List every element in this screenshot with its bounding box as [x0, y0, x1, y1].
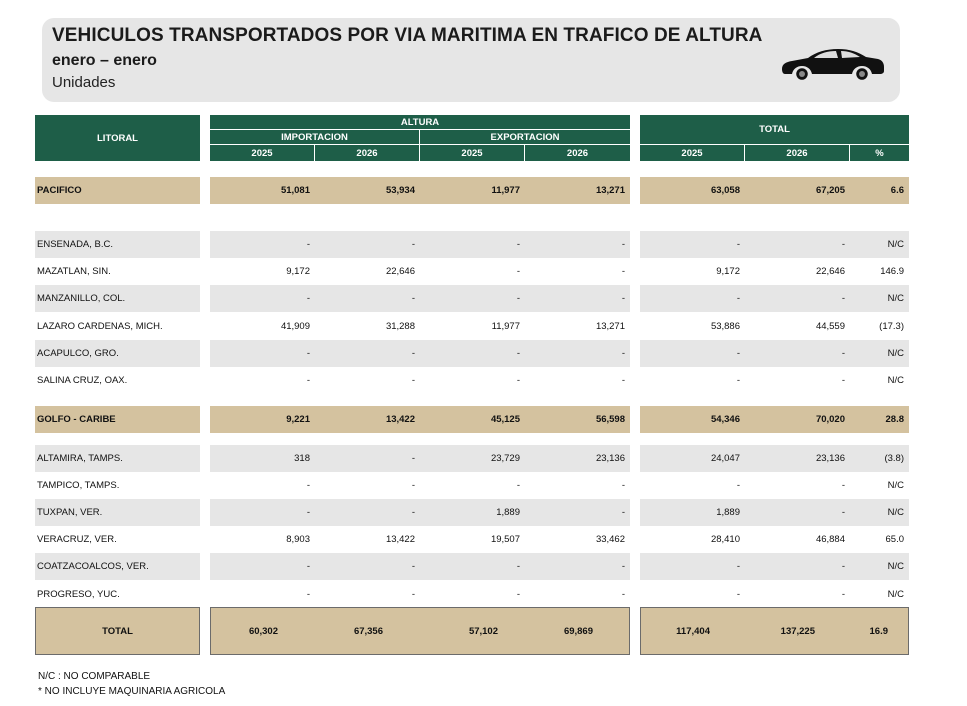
- cell-pct: 65.0: [885, 534, 904, 545]
- header-tot-2025: 2025: [640, 145, 744, 161]
- row-label: COATZACOALCOS, VER.: [37, 561, 149, 572]
- cell-tot2025: 53,886: [710, 321, 740, 332]
- cell-exp2025: -: [516, 480, 520, 491]
- cell-imp2025: -: [306, 348, 310, 359]
- cell-tot2026: 23,136: [815, 453, 845, 464]
- cell-imp2026: -: [411, 561, 415, 572]
- row-label: VERACRUZ, VER.: [37, 534, 117, 545]
- cell-tot2026: -: [841, 375, 845, 386]
- cell-exp2025: -: [516, 561, 520, 572]
- total-imp-2025: 60,302: [248, 625, 278, 637]
- header-tot-2026: 2026: [745, 145, 849, 161]
- cell-exp2026: -: [621, 375, 625, 386]
- header-altura: ALTURA: [210, 115, 630, 129]
- cell-tot2025: -: [736, 561, 740, 572]
- total-exp-2026: 69,869: [563, 625, 593, 637]
- car-icon: [778, 43, 886, 83]
- cell-tot2026: -: [841, 480, 845, 491]
- cell-imp2025: 318: [294, 453, 310, 464]
- cell-imp2026: 13,422: [385, 534, 415, 545]
- cell-pct: N/C: [887, 293, 904, 304]
- cell-exp2026: -: [621, 589, 625, 600]
- cell-pct: N/C: [887, 348, 904, 359]
- cell-tot2026: 70,020: [815, 414, 845, 425]
- table-row: [0, 526, 967, 553]
- row-label: ACAPULCO, GRO.: [37, 348, 119, 359]
- cell-tot2026: -: [841, 589, 845, 600]
- cell-tot2025: -: [736, 589, 740, 600]
- header-litoral: LITORAL: [35, 115, 200, 161]
- cell-imp2025: -: [306, 507, 310, 518]
- table-row: [0, 340, 967, 367]
- total-exp-2025: 57,102: [468, 625, 498, 637]
- cell-imp2026: -: [411, 453, 415, 464]
- cell-pct: 6.6: [890, 185, 904, 196]
- cell-imp2025: 51,081: [280, 185, 310, 196]
- cell-imp2025: 9,221: [286, 414, 310, 425]
- header-exportacion: EXPORTACION: [420, 130, 630, 144]
- cell-imp2025: -: [306, 293, 310, 304]
- report-header: [42, 18, 900, 102]
- header-exp-2025: 2025: [420, 145, 524, 161]
- cell-exp2026: -: [621, 266, 625, 277]
- cell-imp2025: -: [306, 561, 310, 572]
- cell-exp2025: -: [516, 589, 520, 600]
- cell-exp2025: -: [516, 293, 520, 304]
- cell-exp2026: -: [621, 239, 625, 250]
- cell-exp2026: -: [621, 561, 625, 572]
- cell-tot2025: -: [736, 293, 740, 304]
- cell-tot2025: -: [736, 480, 740, 491]
- cell-exp2026: -: [621, 348, 625, 359]
- row-label: GOLFO - CARIBE: [37, 414, 116, 425]
- row-label: PROGRESO, YUC.: [37, 589, 120, 600]
- row-label: PACIFICO: [37, 185, 82, 196]
- total-pct: 16.9: [869, 625, 888, 637]
- header-total: TOTAL: [640, 115, 909, 144]
- row-label: ENSENADA, B.C.: [37, 239, 114, 250]
- cell-tot2026: -: [841, 293, 845, 304]
- cell-pct: N/C: [887, 589, 904, 600]
- cell-pct: N/C: [887, 239, 904, 250]
- cell-pct: N/C: [887, 480, 904, 491]
- cell-tot2026: -: [841, 239, 845, 250]
- note-nc: N/C : NO COMPARABLE: [38, 671, 151, 682]
- cell-imp2026: -: [411, 348, 415, 359]
- row-label: ALTAMIRA, TAMPS.: [37, 453, 123, 464]
- cell-imp2026: -: [411, 239, 415, 250]
- header-exp-2026: 2026: [525, 145, 630, 161]
- cell-imp2025: -: [306, 375, 310, 386]
- report-period: enero – enero: [52, 52, 157, 69]
- table-row: [0, 581, 967, 608]
- cell-exp2026: 13,271: [595, 185, 625, 196]
- cell-exp2025: 45,125: [490, 414, 520, 425]
- cell-pct: N/C: [887, 375, 904, 386]
- header-pct: %: [850, 145, 909, 161]
- cell-exp2025: 19,507: [490, 534, 520, 545]
- table-row: [0, 313, 967, 340]
- table-row: [0, 445, 967, 472]
- cell-exp2025: -: [516, 266, 520, 277]
- cell-imp2026: -: [411, 480, 415, 491]
- header-imp-2025: 2025: [210, 145, 314, 161]
- cell-exp2025: -: [516, 375, 520, 386]
- cell-pct: 28.8: [885, 414, 904, 425]
- cell-tot2026: 46,884: [815, 534, 845, 545]
- cell-imp2026: 53,934: [385, 185, 415, 196]
- total-tot-2025: 117,404: [676, 625, 710, 637]
- total-imp-2026: 67,356: [353, 625, 383, 637]
- row-label: SALINA CRUZ, OAX.: [37, 375, 128, 386]
- table-row: [0, 553, 967, 580]
- cell-tot2025: 54,346: [710, 414, 740, 425]
- total-tot-2026: 137,225: [780, 625, 815, 637]
- row-label: TAMPICO, TAMPS.: [37, 480, 120, 491]
- cell-imp2025: 8,903: [286, 534, 310, 545]
- row-label: LAZARO CARDENAS, MICH.: [37, 321, 163, 332]
- row-label: TUXPAN, VER.: [37, 507, 103, 518]
- cell-tot2026: -: [841, 348, 845, 359]
- cell-pct: 146.9: [880, 266, 904, 277]
- cell-exp2025: 1,889: [496, 507, 520, 518]
- cell-exp2025: 11,977: [491, 185, 520, 196]
- cell-exp2026: 23,136: [595, 453, 625, 464]
- cell-imp2026: -: [411, 589, 415, 600]
- table-row: [0, 258, 967, 285]
- cell-imp2025: -: [306, 480, 310, 491]
- cell-exp2026: -: [621, 507, 625, 518]
- cell-tot2026: -: [841, 561, 845, 572]
- cell-tot2025: 28,410: [710, 534, 740, 545]
- table-row: [0, 499, 967, 526]
- cell-exp2025: -: [516, 239, 520, 250]
- cell-imp2025: -: [306, 239, 310, 250]
- cell-exp2025: 11,977: [491, 321, 520, 332]
- header-importacion: IMPORTACION: [210, 130, 419, 144]
- cell-pct: N/C: [887, 561, 904, 572]
- cell-tot2025: 24,047: [710, 453, 740, 464]
- table-row: [0, 231, 967, 258]
- cell-imp2026: -: [411, 375, 415, 386]
- cell-tot2026: 67,205: [815, 185, 845, 196]
- cell-exp2026: -: [621, 293, 625, 304]
- total-label: TOTAL: [102, 625, 133, 637]
- cell-pct: N/C: [887, 507, 904, 518]
- cell-imp2025: -: [306, 589, 310, 600]
- row-label: MAZATLAN, SIN.: [37, 266, 111, 277]
- report-title: VEHICULOS TRANSPORTADOS POR VIA MARITIMA EN TRAFICO DE ALTURA: [52, 25, 763, 46]
- cell-exp2026: -: [621, 480, 625, 491]
- cell-imp2025: 9,172: [286, 266, 310, 277]
- cell-imp2026: -: [411, 507, 415, 518]
- table-row: [0, 285, 967, 312]
- report-units: Unidades: [52, 74, 116, 91]
- cell-pct: (17.3): [879, 321, 904, 332]
- cell-tot2026: -: [841, 507, 845, 518]
- header-imp-2026: 2026: [315, 145, 419, 161]
- cell-tot2025: 1,889: [716, 507, 740, 518]
- cell-exp2025: 23,729: [490, 453, 520, 464]
- cell-tot2025: -: [736, 375, 740, 386]
- note-maquinaria: * NO INCLUYE MAQUINARIA AGRICOLA: [38, 686, 226, 697]
- cell-tot2026: 44,559: [815, 321, 845, 332]
- region-row: [0, 406, 967, 433]
- cell-exp2026: 33,462: [595, 534, 625, 545]
- cell-exp2026: 13,271: [595, 321, 625, 332]
- cell-exp2026: 56,598: [595, 414, 625, 425]
- cell-imp2026: -: [411, 293, 415, 304]
- region-row: [0, 177, 967, 204]
- cell-tot2025: 9,172: [716, 266, 740, 277]
- cell-imp2026: 13,422: [385, 414, 415, 425]
- cell-imp2025: 41,909: [280, 321, 310, 332]
- cell-imp2026: 31,288: [385, 321, 415, 332]
- cell-tot2025: -: [736, 239, 740, 250]
- cell-pct: (3.8): [884, 453, 904, 464]
- cell-tot2025: 63,058: [710, 185, 740, 196]
- row-label: MANZANILLO, COL.: [37, 293, 126, 304]
- cell-tot2026: 22,646: [815, 266, 845, 277]
- cell-exp2025: -: [516, 348, 520, 359]
- cell-tot2025: -: [736, 348, 740, 359]
- cell-imp2026: 22,646: [385, 266, 415, 277]
- table-row: [0, 367, 967, 394]
- table-row: [0, 472, 967, 499]
